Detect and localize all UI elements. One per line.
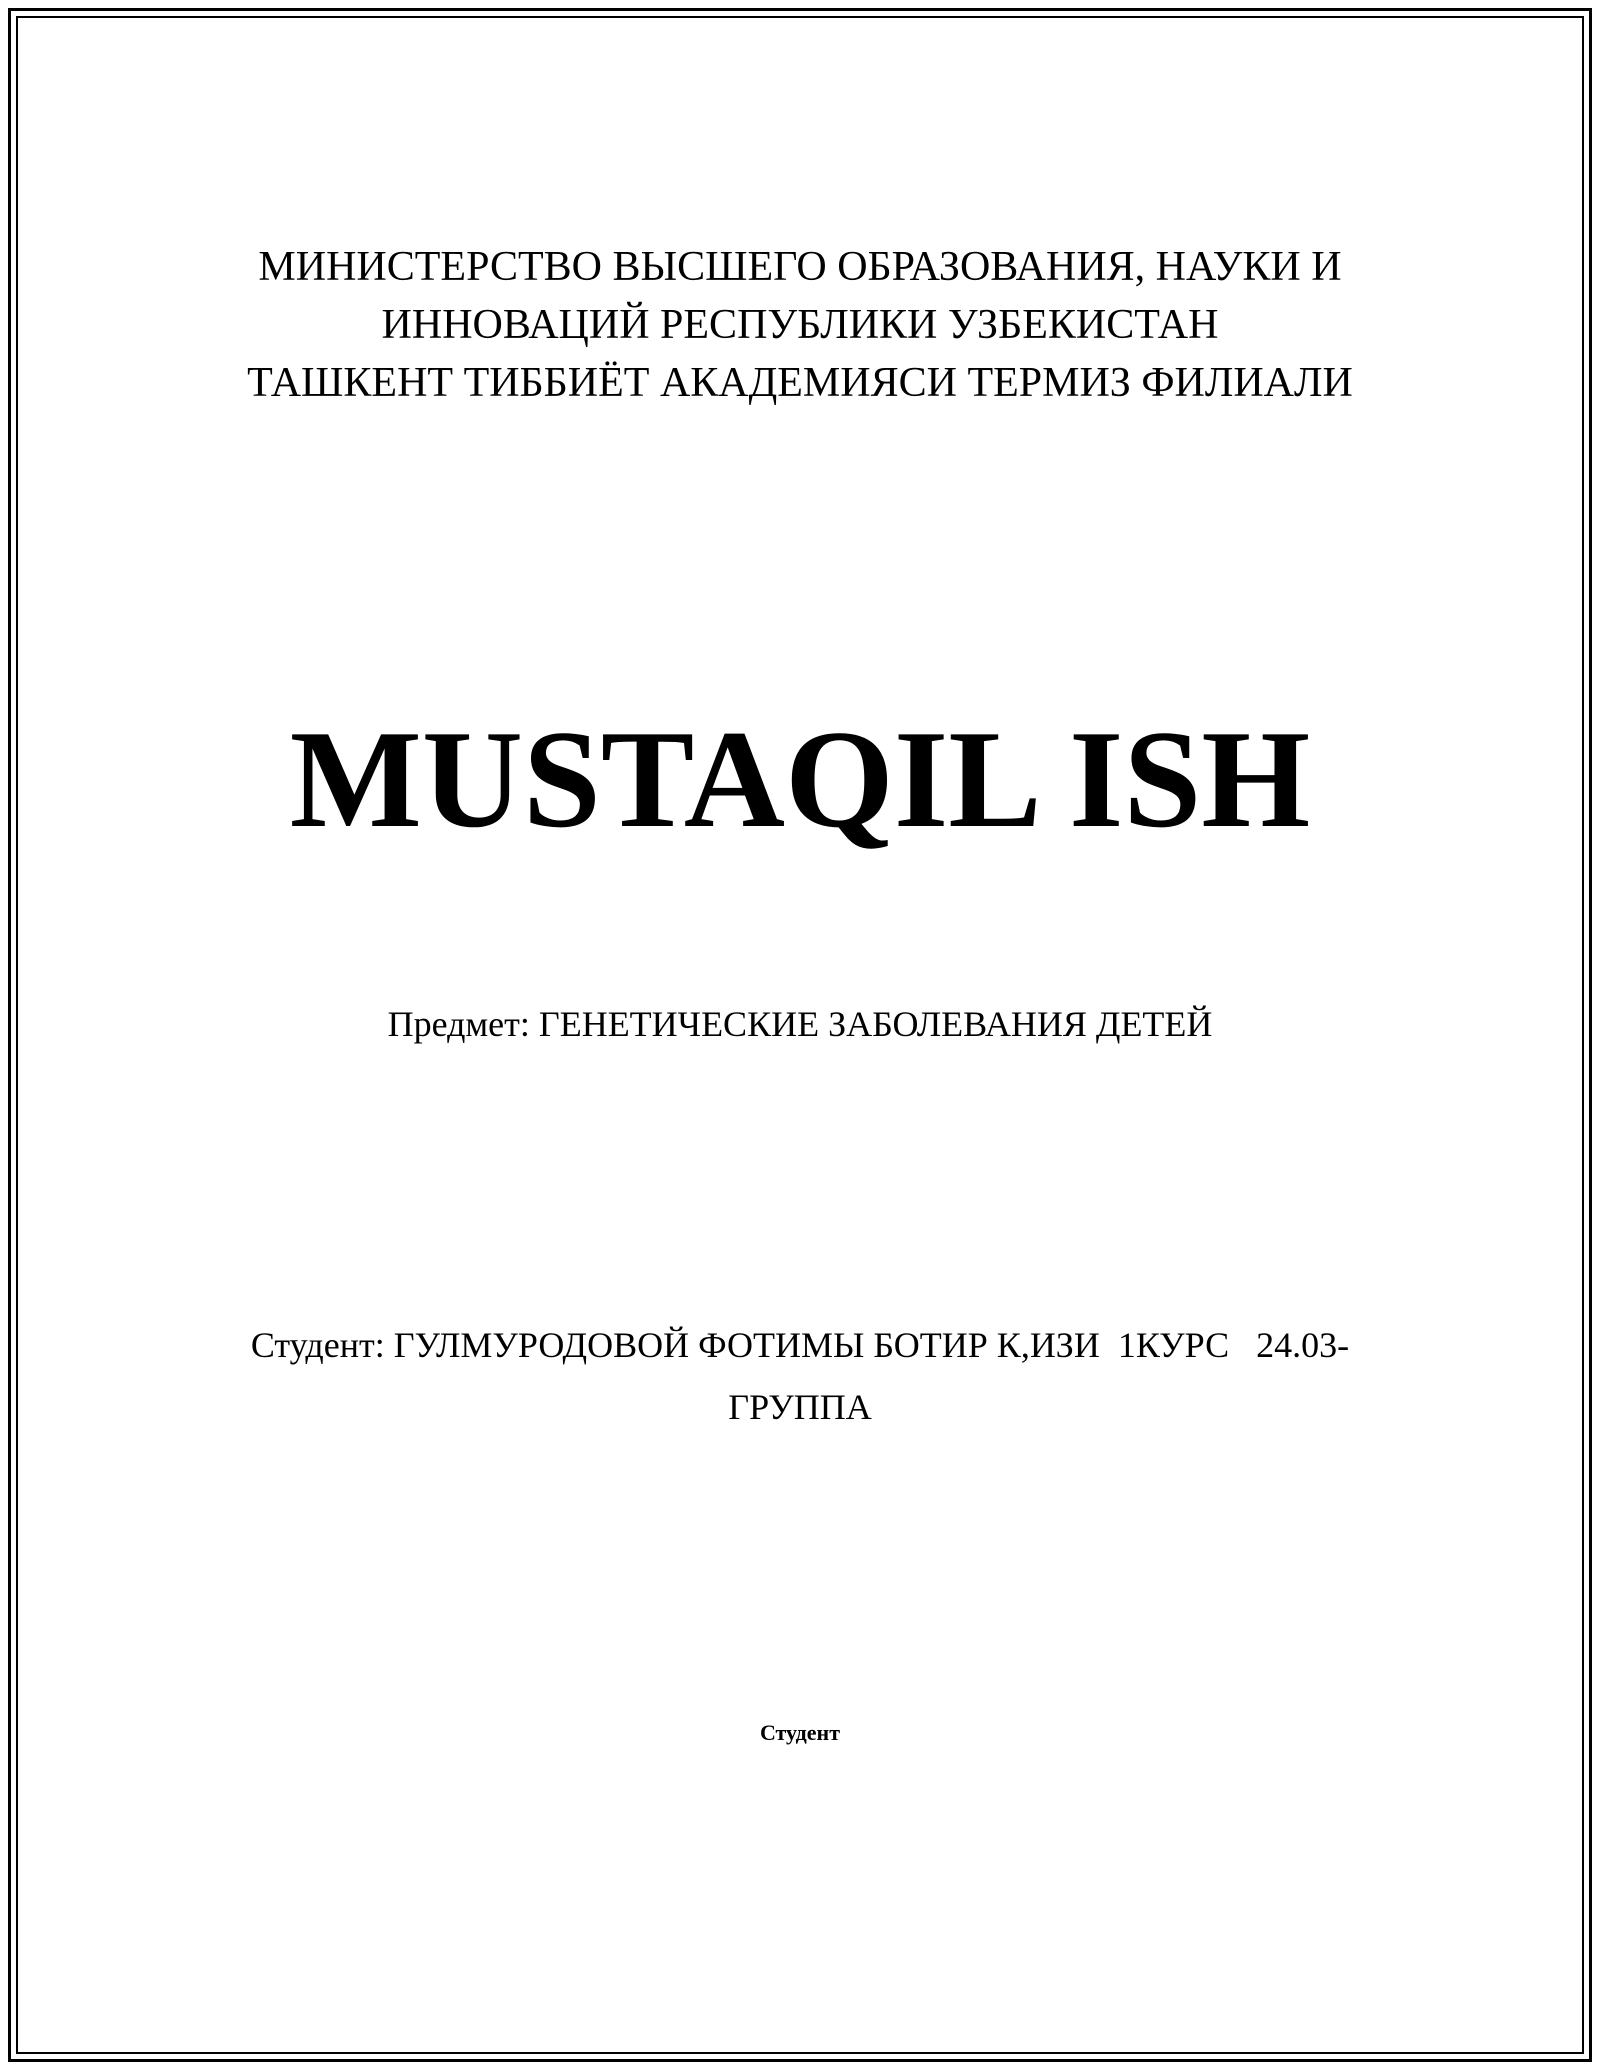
- header-line-3: ТАШКЕНТ ТИББИЁТ АКАДЕМИЯСИ ТЕРМИЗ ФИЛИАЛИ: [247, 360, 1353, 406]
- student-info: [0, 1314, 1600, 1438]
- institution-header: [0, 238, 1600, 412]
- header-line-2: ИННОВАЦИЙ РЕСПУБЛИКИ УЗБЕКИСТАН: [381, 302, 1219, 348]
- header-line-1: МИНИСТЕРСТВО ВЫСШЕГО ОБРАЗОВАНИЯ, НАУКИ И: [258, 244, 1342, 290]
- footer-student-label: Студент: [759, 1720, 841, 1745]
- subject-line: Предмет: ГЕНЕТИЧЕСКИЕ ЗАБОЛЕВАНИЯ ДЕТЕЙ: [387, 1004, 1213, 1044]
- document-title: MUSTAQIL ISH: [289, 702, 1311, 857]
- student-line-1: Студент: ГУЛМУРОДОВОЙ ФОТИМЫ БОТИР К,ИЗИ 1КУРС 24.03-: [250, 1325, 1350, 1365]
- student-line-2: ГРУППА: [728, 1387, 872, 1427]
